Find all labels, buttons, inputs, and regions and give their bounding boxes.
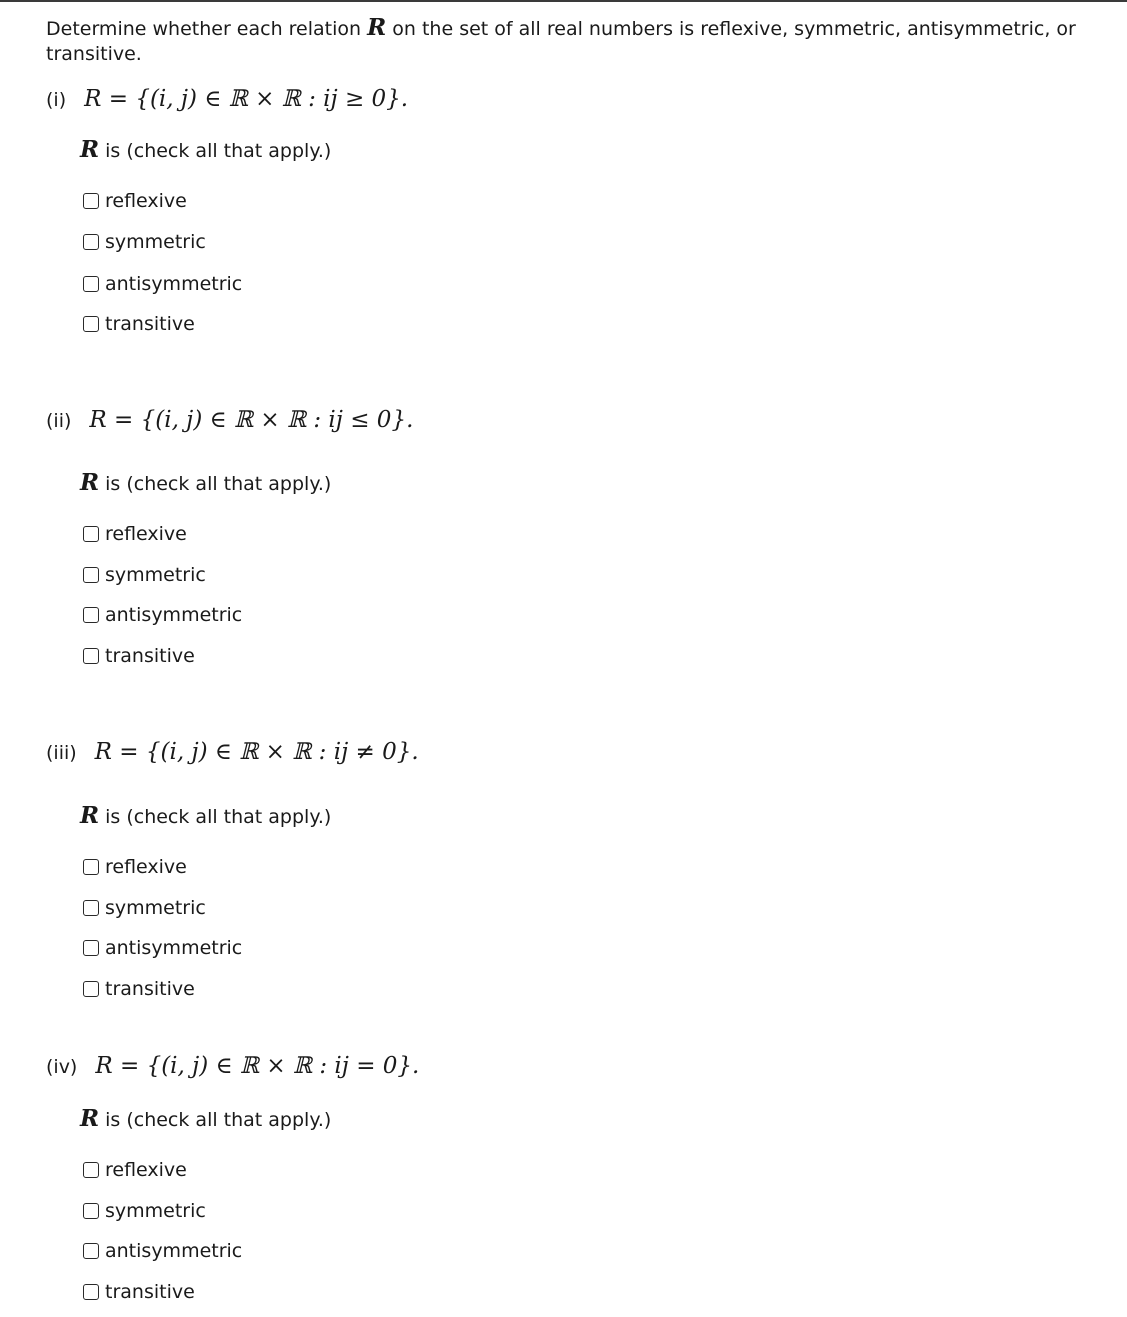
checkbox[interactable] <box>83 900 99 916</box>
checkbox[interactable] <box>83 193 99 209</box>
option-transitive[interactable]: transitive <box>83 644 195 668</box>
part-label: (ii) <box>46 410 72 432</box>
checkbox[interactable] <box>83 316 99 332</box>
question-intro <box>46 15 1106 67</box>
intro-text-end: on the set of all real numbers is reflexive, symmetric, antisymmetric, or transitive. <box>46 18 1076 65</box>
checkbox[interactable] <box>83 234 99 250</box>
option-antisymmetric[interactable]: antisymmetric <box>83 1239 242 1263</box>
checkbox[interactable] <box>83 940 99 956</box>
checkbox[interactable] <box>83 648 99 664</box>
option-antisymmetric[interactable]: antisymmetric <box>83 936 242 960</box>
option-transitive[interactable]: transitive <box>83 977 195 1001</box>
checkbox[interactable] <box>83 526 99 542</box>
option-reflexive[interactable]: reflexive <box>83 522 187 546</box>
part-label: (iii) <box>46 742 77 764</box>
part-iv <box>46 1053 1086 1303</box>
checkbox[interactable] <box>83 981 99 997</box>
part-iii <box>46 739 1086 1000</box>
checkbox[interactable] <box>83 859 99 875</box>
option-reflexive[interactable]: reflexive <box>83 855 187 879</box>
option-reflexive[interactable]: reflexive <box>83 189 187 213</box>
option-antisymmetric[interactable]: antisymmetric <box>83 603 242 627</box>
option-transitive[interactable]: transitive <box>83 1280 195 1304</box>
option-symmetric[interactable]: symmetric <box>83 1199 206 1223</box>
checkbox[interactable] <box>83 276 99 292</box>
part-i <box>46 86 1086 335</box>
checkbox[interactable] <box>83 1162 99 1178</box>
part-ii <box>46 407 1086 667</box>
intro-relation-var: R <box>367 14 387 41</box>
checkbox[interactable] <box>83 1243 99 1259</box>
relation-expression: R = {(i, j) ∈ ℝ × ℝ : ij ≤ 0}. <box>89 407 414 433</box>
check-prompt: R is (check all that apply.) <box>80 802 332 829</box>
checkbox[interactable] <box>83 607 99 623</box>
relation-expression: R = {(i, j) ∈ ℝ × ℝ : ij ≠ 0}. <box>94 739 419 765</box>
intro-text-start: Determine whether each relation <box>46 18 368 40</box>
option-symmetric[interactable]: symmetric <box>83 563 206 587</box>
check-prompt: R is (check all that apply.) <box>80 136 332 163</box>
option-symmetric[interactable]: symmetric <box>83 896 206 920</box>
checkbox[interactable] <box>83 1284 99 1300</box>
check-prompt: R is (check all that apply.) <box>80 1105 332 1132</box>
option-symmetric[interactable]: symmetric <box>83 230 206 254</box>
top-divider <box>0 0 1127 2</box>
checkbox[interactable] <box>83 567 99 583</box>
check-prompt: R is (check all that apply.) <box>80 469 332 496</box>
part-label: (i) <box>46 89 67 111</box>
option-transitive[interactable]: transitive <box>83 312 195 336</box>
relation-expression: R = {(i, j) ∈ ℝ × ℝ : ij ≥ 0}. <box>84 86 409 112</box>
checkbox[interactable] <box>83 1203 99 1219</box>
relation-expression: R = {(i, j) ∈ ℝ × ℝ : ij = 0}. <box>95 1053 420 1079</box>
option-reflexive[interactable]: reflexive <box>83 1158 187 1182</box>
option-antisymmetric[interactable]: antisymmetric <box>83 272 242 296</box>
part-label: (iv) <box>46 1056 78 1078</box>
